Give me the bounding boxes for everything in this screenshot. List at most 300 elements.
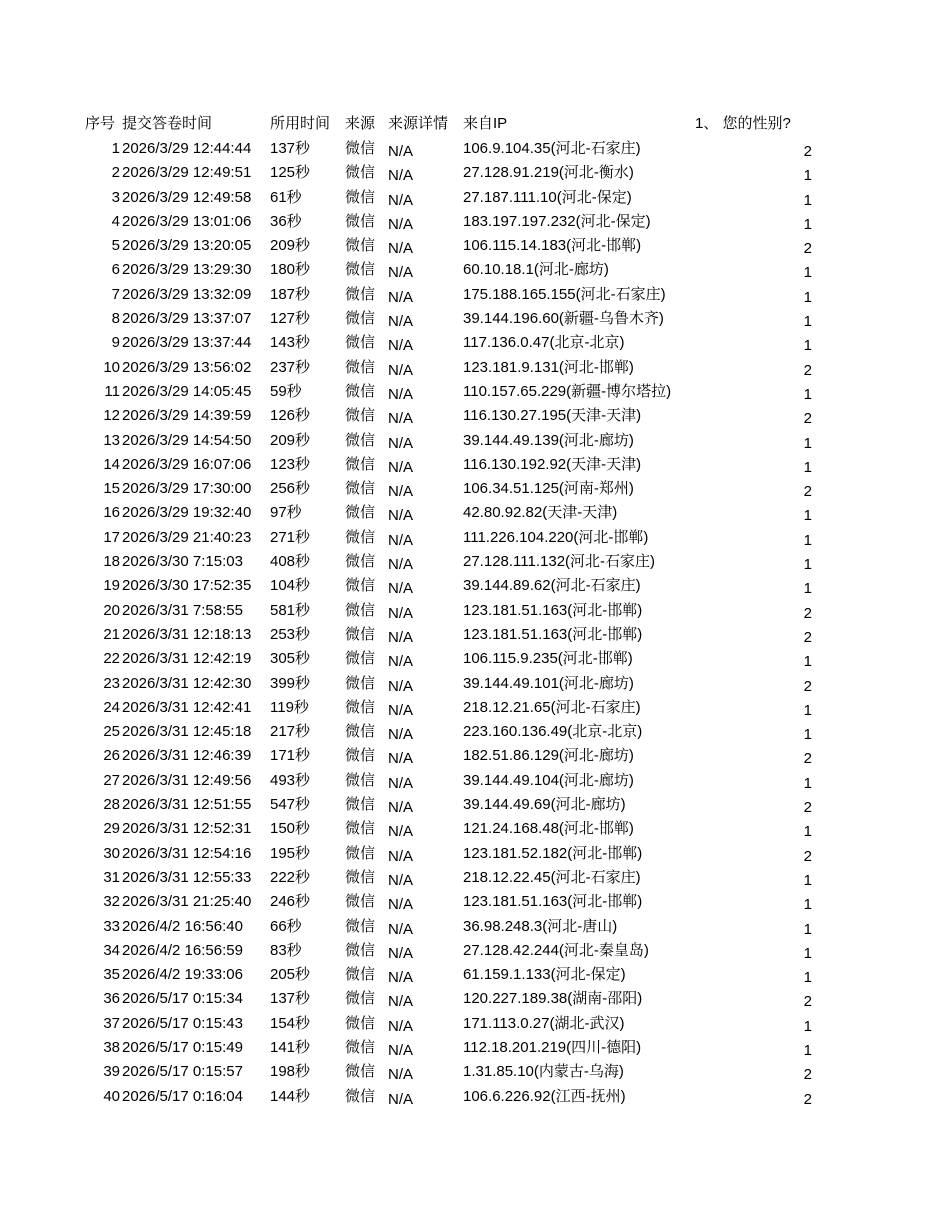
cell-duration: 143秒: [270, 334, 311, 352]
cell-index: 5: [111, 237, 120, 255]
cell-index: 30: [103, 844, 120, 862]
cell-source-detail: N/A: [388, 167, 414, 185]
cell-ip: 123.181.51.163(河北-邯郸): [463, 625, 643, 643]
cell-source: 微信: [345, 674, 376, 692]
cell-source-detail: N/A: [388, 628, 414, 646]
table-row: [0, 429, 950, 453]
header-index: 序号: [85, 115, 116, 132]
table-row: [0, 283, 950, 307]
cell-q1-gender: 1: [803, 385, 812, 403]
cell-index: 15: [103, 480, 120, 498]
cell-submit-time: 2026/3/31 12:49:56: [122, 771, 252, 789]
cell-source-detail: N/A: [388, 507, 414, 525]
cell-submit-time: 2026/3/31 12:51:55: [122, 796, 252, 814]
cell-index: 27: [103, 771, 120, 789]
cell-ip: 123.181.52.182(河北-邯郸): [463, 844, 643, 862]
cell-ip: 39.144.49.139(河北-廊坊): [463, 431, 634, 449]
cell-source: 微信: [345, 723, 376, 741]
cell-source-detail: N/A: [388, 823, 414, 841]
cell-ip: 60.10.18.1(河北-廊坊): [463, 261, 609, 279]
cell-index: 31: [103, 868, 120, 886]
cell-ip: 61.159.1.133(河北-保定): [463, 966, 626, 984]
cell-q1-gender: 2: [803, 1066, 812, 1084]
table-row: [0, 161, 950, 185]
cell-source: 微信: [345, 431, 376, 449]
cell-source: 微信: [345, 140, 376, 157]
cell-duration: 36秒: [270, 212, 302, 230]
cell-index: 10: [103, 358, 120, 376]
cell-q1-gender: 2: [803, 483, 812, 501]
cell-index: 33: [103, 917, 120, 935]
table-row: [0, 623, 950, 647]
table-row: [0, 404, 950, 428]
cell-submit-time: 2026/3/29 16:07:06: [122, 455, 252, 473]
table-row: [0, 1060, 950, 1084]
table-row: [0, 890, 950, 914]
cell-source: 微信: [345, 893, 376, 911]
cell-q1-gender: 1: [803, 580, 812, 598]
cell-source: 微信: [345, 504, 376, 522]
table-row: [0, 987, 950, 1011]
table-row: [0, 356, 950, 380]
cell-ip: 39.144.49.101(河北-廊坊): [463, 674, 634, 692]
cell-duration: 125秒: [270, 164, 311, 182]
cell-duration: 141秒: [270, 1038, 311, 1056]
cell-source: 微信: [345, 261, 376, 279]
cell-index: 25: [103, 723, 120, 741]
cell-index: 9: [111, 334, 120, 352]
table-row: [0, 234, 950, 258]
cell-ip: 218.12.21.65(河北-石家庄): [463, 698, 641, 716]
cell-q1-gender: 1: [803, 701, 812, 719]
cell-submit-time: 2026/3/31 12:42:41: [122, 698, 252, 716]
cell-q1-gender: 1: [803, 871, 812, 889]
table-row: [0, 1085, 950, 1109]
cell-source-detail: N/A: [388, 264, 414, 282]
cell-source-detail: N/A: [388, 580, 414, 598]
cell-submit-time: 2026/4/2 16:56:59: [122, 941, 243, 959]
cell-duration: 209秒: [270, 237, 311, 255]
cell-submit-time: 2026/3/29 14:05:45: [122, 382, 252, 400]
cell-submit-time: 2026/3/29 13:20:05: [122, 237, 252, 255]
cell-duration: 246秒: [270, 893, 311, 911]
cell-ip: 39.144.196.60(新疆-乌鲁木齐): [463, 310, 664, 328]
cell-index: 22: [103, 650, 120, 668]
cell-submit-time: 2026/3/31 12:18:13: [122, 625, 252, 643]
cell-index: 23: [103, 674, 120, 692]
cell-source-detail: N/A: [388, 701, 414, 719]
table-row: [0, 501, 950, 525]
cell-duration: 209秒: [270, 431, 311, 449]
header-q1-gender: 1、 您的性别?: [695, 115, 791, 132]
cell-source: 微信: [345, 1038, 376, 1056]
cell-index: 40: [103, 1087, 120, 1105]
cell-index: 3: [111, 188, 120, 206]
cell-source: 微信: [345, 285, 376, 303]
cell-source: 微信: [345, 553, 376, 571]
cell-ip: 27.128.111.132(河北-石家庄): [463, 553, 656, 571]
cell-submit-time: 2026/3/31 12:55:33: [122, 868, 252, 886]
cell-source-detail: N/A: [388, 483, 414, 501]
cell-source: 微信: [345, 1014, 376, 1032]
cell-source: 微信: [345, 358, 376, 376]
cell-duration: 222秒: [270, 868, 311, 886]
cell-ip: 121.24.168.48(河北-邯郸): [463, 820, 634, 838]
cell-submit-time: 2026/3/29 12:49:58: [122, 188, 252, 206]
cell-source-detail: N/A: [388, 337, 414, 355]
cell-source-detail: N/A: [388, 288, 414, 306]
cell-source-detail: N/A: [388, 434, 414, 452]
cell-duration: 408秒: [270, 553, 311, 571]
cell-q1-gender: 1: [803, 507, 812, 525]
cell-q1-gender: 1: [803, 167, 812, 185]
cell-submit-time: 2026/3/29 14:39:59: [122, 407, 252, 425]
cell-duration: 493秒: [270, 771, 311, 789]
cell-ip: 27.187.111.10(河北-保定): [463, 188, 632, 206]
cell-submit-time: 2026/3/31 12:45:18: [122, 723, 252, 741]
cell-index: 11: [104, 382, 120, 400]
cell-ip: 171.113.0.27(湖北-武汉): [463, 1014, 625, 1032]
cell-source-detail: N/A: [388, 1041, 414, 1059]
cell-source: 微信: [345, 164, 376, 182]
cell-ip: 39.144.49.104(河北-廊坊): [463, 771, 634, 789]
table-row: [0, 672, 950, 696]
cell-source-detail: N/A: [388, 410, 414, 428]
cell-submit-time: 2026/3/31 12:52:31: [122, 820, 252, 838]
cell-submit-time: 2026/3/29 13:01:06: [122, 212, 252, 230]
cell-source: 微信: [345, 407, 376, 425]
cell-q1-gender: 1: [803, 896, 812, 914]
cell-q1-gender: 1: [803, 531, 812, 549]
cell-index: 39: [103, 1063, 120, 1081]
cell-duration: 237秒: [270, 358, 311, 376]
cell-submit-time: 2026/3/29 12:49:51: [122, 164, 252, 182]
cell-source-detail: N/A: [388, 215, 414, 233]
cell-source-detail: N/A: [388, 726, 414, 744]
cell-submit-time: 2026/3/31 12:42:30: [122, 674, 252, 692]
cell-index: 6: [111, 261, 120, 279]
cell-index: 18: [103, 553, 120, 571]
cell-ip: 42.80.92.82(天津-天津): [463, 504, 618, 522]
cell-source-detail: N/A: [388, 871, 414, 889]
table-row: [0, 1036, 950, 1060]
cell-source: 微信: [345, 747, 376, 765]
cell-ip: 116.130.27.195(天津-天津): [463, 407, 642, 425]
cell-duration: 217秒: [270, 723, 311, 741]
cell-ip: 106.34.51.125(河南-郑州): [463, 480, 634, 498]
cell-source-detail: N/A: [388, 750, 414, 768]
cell-duration: 59秒: [270, 382, 302, 400]
cell-q1-gender: 1: [803, 288, 812, 306]
cell-q1-gender: 2: [803, 677, 812, 695]
cell-q1-gender: 1: [803, 1017, 812, 1035]
table-row: [0, 137, 950, 161]
cell-source: 微信: [345, 528, 376, 546]
cell-ip: 116.130.192.92(天津-天津): [463, 455, 642, 473]
cell-duration: 180秒: [270, 261, 311, 279]
cell-index: 14: [103, 455, 120, 473]
cell-q1-gender: 1: [803, 434, 812, 452]
cell-source: 微信: [345, 625, 376, 643]
cell-submit-time: 2026/3/29 13:37:07: [122, 310, 252, 328]
table-row: [0, 793, 950, 817]
table-row: [0, 477, 950, 501]
cell-source-detail: N/A: [388, 458, 414, 476]
cell-index: 38: [103, 1038, 120, 1056]
table-row: [0, 720, 950, 744]
cell-source-detail: N/A: [388, 313, 414, 331]
cell-submit-time: 2026/5/17 0:15:43: [122, 1014, 243, 1032]
table-row: [0, 769, 950, 793]
cell-index: 13: [103, 431, 120, 449]
survey-response-table: [0, 112, 950, 1109]
cell-source: 微信: [345, 650, 376, 668]
cell-source-detail: N/A: [388, 847, 414, 865]
cell-submit-time: 2026/4/2 19:33:06: [122, 966, 243, 984]
cell-source-detail: N/A: [388, 677, 414, 695]
cell-ip: 111.226.104.220(河北-邯郸): [463, 528, 649, 546]
table-row: [0, 574, 950, 598]
cell-submit-time: 2026/5/17 0:15:34: [122, 990, 243, 1008]
cell-duration: 119秒: [270, 698, 309, 716]
cell-ip: 36.98.248.3(河北-唐山): [463, 917, 618, 935]
cell-index: 20: [103, 601, 120, 619]
cell-source: 微信: [345, 188, 376, 206]
cell-index: 32: [103, 893, 120, 911]
cell-index: 2: [111, 164, 120, 182]
cell-duration: 154秒: [270, 1014, 311, 1032]
cell-duration: 127秒: [270, 310, 311, 328]
header-source: 来源: [345, 115, 376, 132]
table-row: [0, 915, 950, 939]
cell-source-detail: N/A: [388, 531, 414, 549]
table-row: [0, 186, 950, 210]
cell-source: 微信: [345, 1087, 376, 1105]
cell-source-detail: N/A: [388, 653, 414, 671]
table-row: [0, 939, 950, 963]
cell-source-detail: N/A: [388, 240, 414, 258]
cell-ip: 112.18.201.219(四川-德阳): [463, 1038, 642, 1056]
cell-source: 微信: [345, 941, 376, 959]
cell-duration: 547秒: [270, 796, 311, 814]
cell-duration: 205秒: [270, 966, 311, 984]
cell-source: 微信: [345, 455, 376, 473]
cell-index: 8: [111, 310, 120, 328]
table-row: [0, 744, 950, 768]
cell-submit-time: 2026/3/29 13:56:02: [122, 358, 252, 376]
cell-index: 7: [111, 285, 120, 303]
cell-duration: 253秒: [270, 625, 311, 643]
cell-submit-time: 2026/3/31 7:58:55: [122, 601, 243, 619]
header-source-detail: 来源详情: [388, 115, 449, 132]
cell-q1-gender: 2: [803, 240, 812, 258]
cell-ip: 39.144.89.62(河北-石家庄): [463, 577, 641, 595]
cell-index: 19: [103, 577, 120, 595]
table-row: [0, 550, 950, 574]
cell-duration: 171秒: [270, 747, 311, 765]
table-header-row: [0, 112, 950, 137]
cell-duration: 144秒: [270, 1087, 311, 1105]
cell-source: 微信: [345, 480, 376, 498]
cell-index: 21: [103, 625, 120, 643]
cell-duration: 198秒: [270, 1063, 311, 1081]
header-ip: 来自IP: [463, 115, 508, 132]
cell-source: 微信: [345, 990, 376, 1008]
table-body: [0, 137, 950, 1109]
cell-q1-gender: 2: [803, 847, 812, 865]
cell-q1-gender: 1: [803, 313, 812, 331]
cell-index: 16: [103, 504, 120, 522]
cell-q1-gender: 2: [803, 1090, 812, 1108]
cell-ip: 27.128.42.244(河北-秦皇岛): [463, 941, 649, 959]
cell-submit-time: 2026/3/29 13:37:44: [122, 334, 252, 352]
cell-source: 微信: [345, 334, 376, 352]
cell-index: 28: [103, 796, 120, 814]
cell-duration: 150秒: [270, 820, 311, 838]
cell-source-detail: N/A: [388, 993, 414, 1011]
table-row: [0, 210, 950, 234]
cell-source: 微信: [345, 844, 376, 862]
cell-submit-time: 2026/3/29 19:32:40: [122, 504, 252, 522]
cell-q1-gender: 1: [803, 215, 812, 233]
cell-submit-time: 2026/3/31 12:54:16: [122, 844, 252, 862]
cell-source-detail: N/A: [388, 896, 414, 914]
cell-submit-time: 2026/5/17 0:15:57: [122, 1063, 243, 1081]
cell-ip: 123.181.51.163(河北-邯郸): [463, 893, 643, 911]
cell-q1-gender: 1: [803, 264, 812, 282]
cell-duration: 399秒: [270, 674, 311, 692]
table-row: [0, 696, 950, 720]
cell-source-detail: N/A: [388, 385, 414, 403]
cell-q1-gender: 1: [803, 458, 812, 476]
cell-index: 1: [111, 140, 120, 157]
cell-ip: 110.157.65.229(新疆-博尔塔拉): [463, 382, 672, 400]
table-row: [0, 331, 950, 355]
cell-source-detail: N/A: [388, 604, 414, 622]
cell-source-detail: N/A: [388, 920, 414, 938]
cell-source: 微信: [345, 310, 376, 328]
cell-q1-gender: 1: [803, 774, 812, 792]
cell-ip: 183.197.197.232(河北-保定): [463, 212, 651, 230]
cell-index: 35: [103, 966, 120, 984]
cell-ip: 175.188.165.155(河北-石家庄): [463, 285, 666, 303]
cell-source-detail: N/A: [388, 944, 414, 962]
cell-q1-gender: 2: [803, 361, 812, 379]
cell-q1-gender: 2: [803, 993, 812, 1011]
cell-ip: 123.181.51.163(河北-邯郸): [463, 601, 643, 619]
cell-source-detail: N/A: [388, 143, 414, 160]
table-row: [0, 866, 950, 890]
cell-duration: 256秒: [270, 480, 311, 498]
table-row: [0, 307, 950, 331]
cell-source-detail: N/A: [388, 361, 414, 379]
cell-duration: 137秒: [270, 140, 311, 157]
cell-ip: 106.115.9.235(河北-邯郸): [463, 650, 633, 668]
cell-ip: 106.115.14.183(河北-邯郸): [463, 237, 642, 255]
cell-source-detail: N/A: [388, 969, 414, 987]
cell-duration: 187秒: [270, 285, 311, 303]
cell-duration: 271秒: [270, 528, 311, 546]
cell-source: 微信: [345, 966, 376, 984]
cell-ip: 106.9.104.35(河北-石家庄): [463, 140, 641, 157]
cell-submit-time: 2026/3/29 14:54:50: [122, 431, 252, 449]
cell-source: 微信: [345, 698, 376, 716]
cell-source: 微信: [345, 820, 376, 838]
cell-source-detail: N/A: [388, 556, 414, 574]
table-row: [0, 842, 950, 866]
cell-source-detail: N/A: [388, 1066, 414, 1084]
cell-q1-gender: 1: [803, 726, 812, 744]
cell-source: 微信: [345, 601, 376, 619]
cell-submit-time: 2026/3/29 17:30:00: [122, 480, 252, 498]
cell-source-detail: N/A: [388, 191, 414, 209]
cell-index: 17: [103, 528, 120, 546]
cell-ip: 182.51.86.129(河北-廊坊): [463, 747, 634, 765]
cell-source: 微信: [345, 771, 376, 789]
cell-index: 24: [103, 698, 120, 716]
cell-ip: 1.31.85.10(内蒙古-乌海): [463, 1063, 624, 1081]
cell-q1-gender: 2: [803, 143, 812, 160]
cell-submit-time: 2026/3/29 13:32:09: [122, 285, 252, 303]
cell-submit-time: 2026/3/29 12:44:44: [122, 140, 252, 157]
cell-ip: 39.144.49.69(河北-廊坊): [463, 796, 626, 814]
cell-source: 微信: [345, 1063, 376, 1081]
cell-ip: 223.160.136.49(北京-北京): [463, 723, 643, 741]
table-row: [0, 1012, 950, 1036]
table-row: [0, 258, 950, 282]
table-row: [0, 380, 950, 404]
cell-submit-time: 2026/3/29 13:29:30: [122, 261, 252, 279]
cell-ip: 117.136.0.47(北京-北京): [463, 334, 625, 352]
cell-duration: 123秒: [270, 455, 311, 473]
cell-q1-gender: 2: [803, 604, 812, 622]
cell-q1-gender: 2: [803, 750, 812, 768]
cell-source: 微信: [345, 917, 376, 935]
cell-source: 微信: [345, 212, 376, 230]
cell-ip: 123.181.9.131(河北-邯郸): [463, 358, 634, 376]
table-row: [0, 526, 950, 550]
cell-source-detail: N/A: [388, 799, 414, 817]
cell-q1-gender: 2: [803, 628, 812, 646]
table-row: [0, 453, 950, 477]
cell-submit-time: 2026/3/31 12:46:39: [122, 747, 252, 765]
table-row: [0, 599, 950, 623]
cell-duration: 581秒: [270, 601, 311, 619]
cell-duration: 195秒: [270, 844, 311, 862]
cell-q1-gender: 1: [803, 823, 812, 841]
cell-index: 12: [103, 407, 120, 425]
cell-q1-gender: 1: [803, 1041, 812, 1059]
cell-source: 微信: [345, 868, 376, 886]
header-duration: 所用时间: [270, 115, 331, 132]
cell-q1-gender: 1: [803, 944, 812, 962]
cell-source-detail: N/A: [388, 1090, 414, 1108]
cell-q1-gender: 1: [803, 653, 812, 671]
cell-q1-gender: 1: [803, 969, 812, 987]
table-row: [0, 647, 950, 671]
cell-q1-gender: 1: [803, 337, 812, 355]
cell-source: 微信: [345, 796, 376, 814]
cell-source: 微信: [345, 237, 376, 255]
cell-submit-time: 2026/4/2 16:56:40: [122, 917, 243, 935]
cell-source-detail: N/A: [388, 774, 414, 792]
cell-submit-time: 2026/3/31 21:25:40: [122, 893, 252, 911]
cell-submit-time: 2026/3/30 17:52:35: [122, 577, 252, 595]
cell-index: 36: [103, 990, 120, 1008]
cell-source: 微信: [345, 577, 376, 595]
cell-q1-gender: 2: [803, 799, 812, 817]
cell-ip: 218.12.22.45(河北-石家庄): [463, 868, 641, 886]
